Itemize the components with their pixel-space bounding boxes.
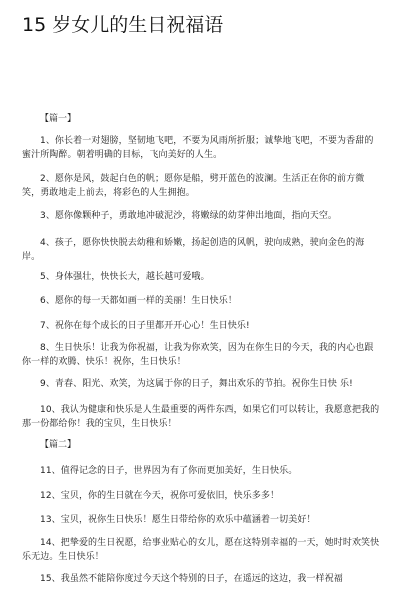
section-heading-2: 【篇二】	[40, 440, 77, 450]
paragraph-3: 3、愿你像颗种子，勇敢地冲破泥沙，将嫩绿的幼芽伸出地面，指向天空。	[40, 211, 338, 221]
document-title: 15 岁女儿的生日祝福语	[22, 14, 224, 36]
paragraph-2: 2、愿你是风，鼓起白色的帆；愿你是船，劈开蓝色的波澜。生活正在你的前方微笑，勇敢地走上前去，将彩色的人生拥抱。	[22, 174, 365, 198]
paragraph-7: 7、祝你在每个成长的日子里都开开心心！生日快乐!	[40, 321, 250, 331]
section-heading-1: 【篇一】	[40, 114, 77, 124]
paragraph-1: 1、你长着一对翅膀，坚韧地飞吧，不要为风雨所折服；诚挚地飞吧，不要为香甜的蜜汁所陶醉。朝着明确的目标，飞向美好的人生。	[22, 136, 374, 160]
paragraph-5: 5、身体强壮，快快长大，越长越可爱哦。	[40, 272, 210, 282]
paragraph-6: 6、愿你的每一天都如画一样的美丽！生日快乐！	[40, 296, 237, 306]
paragraph-8: 8、生日快乐！让我为你祝福，让我为你欢笑，因为在你生日的今天，我的内心也跟你一样的欢腾、快乐！祝你，生日快乐！	[22, 343, 374, 367]
paragraph-11: 11、值得记念的日子，世界因为有了你而更加美好，生日快乐。	[40, 466, 298, 476]
paragraph-9: 9、青春、阳光、欢笑，为这属于你的日子，舞出欢乐的节拍。祝你生日快 乐!	[40, 379, 353, 389]
paragraph-4: 4、孩子，愿你快快脱去幼稚和娇嫩，扬起创造的风帆，驶向成熟，驶向金色的海岸。	[22, 238, 365, 262]
paragraph-14: 14、把挚爱的生日祝愿，给事业贴心的女儿，愿在这特别幸福的一天，她时时欢笑快乐无边。生日快乐！	[22, 538, 380, 562]
paragraph-12: 12、宝贝，你的生日就在今天，祝你可爱依旧，快乐多多！	[40, 491, 280, 501]
paragraph-10: 10、我认为健康和快乐是人生最重要的两件东西，如果它们可以转让，我愿意把我的那一份都给你！我的宝贝，生日快乐！	[22, 405, 380, 429]
paragraph-13: 13、宝贝，祝你生日快乐！愿生日带给你的欢乐中蕴涵着一切美好！	[40, 515, 316, 525]
paragraph-15: 15、我虽然不能陪你度过今天这个特别的日子，在遥远的这边，我一样祝福	[40, 574, 343, 584]
